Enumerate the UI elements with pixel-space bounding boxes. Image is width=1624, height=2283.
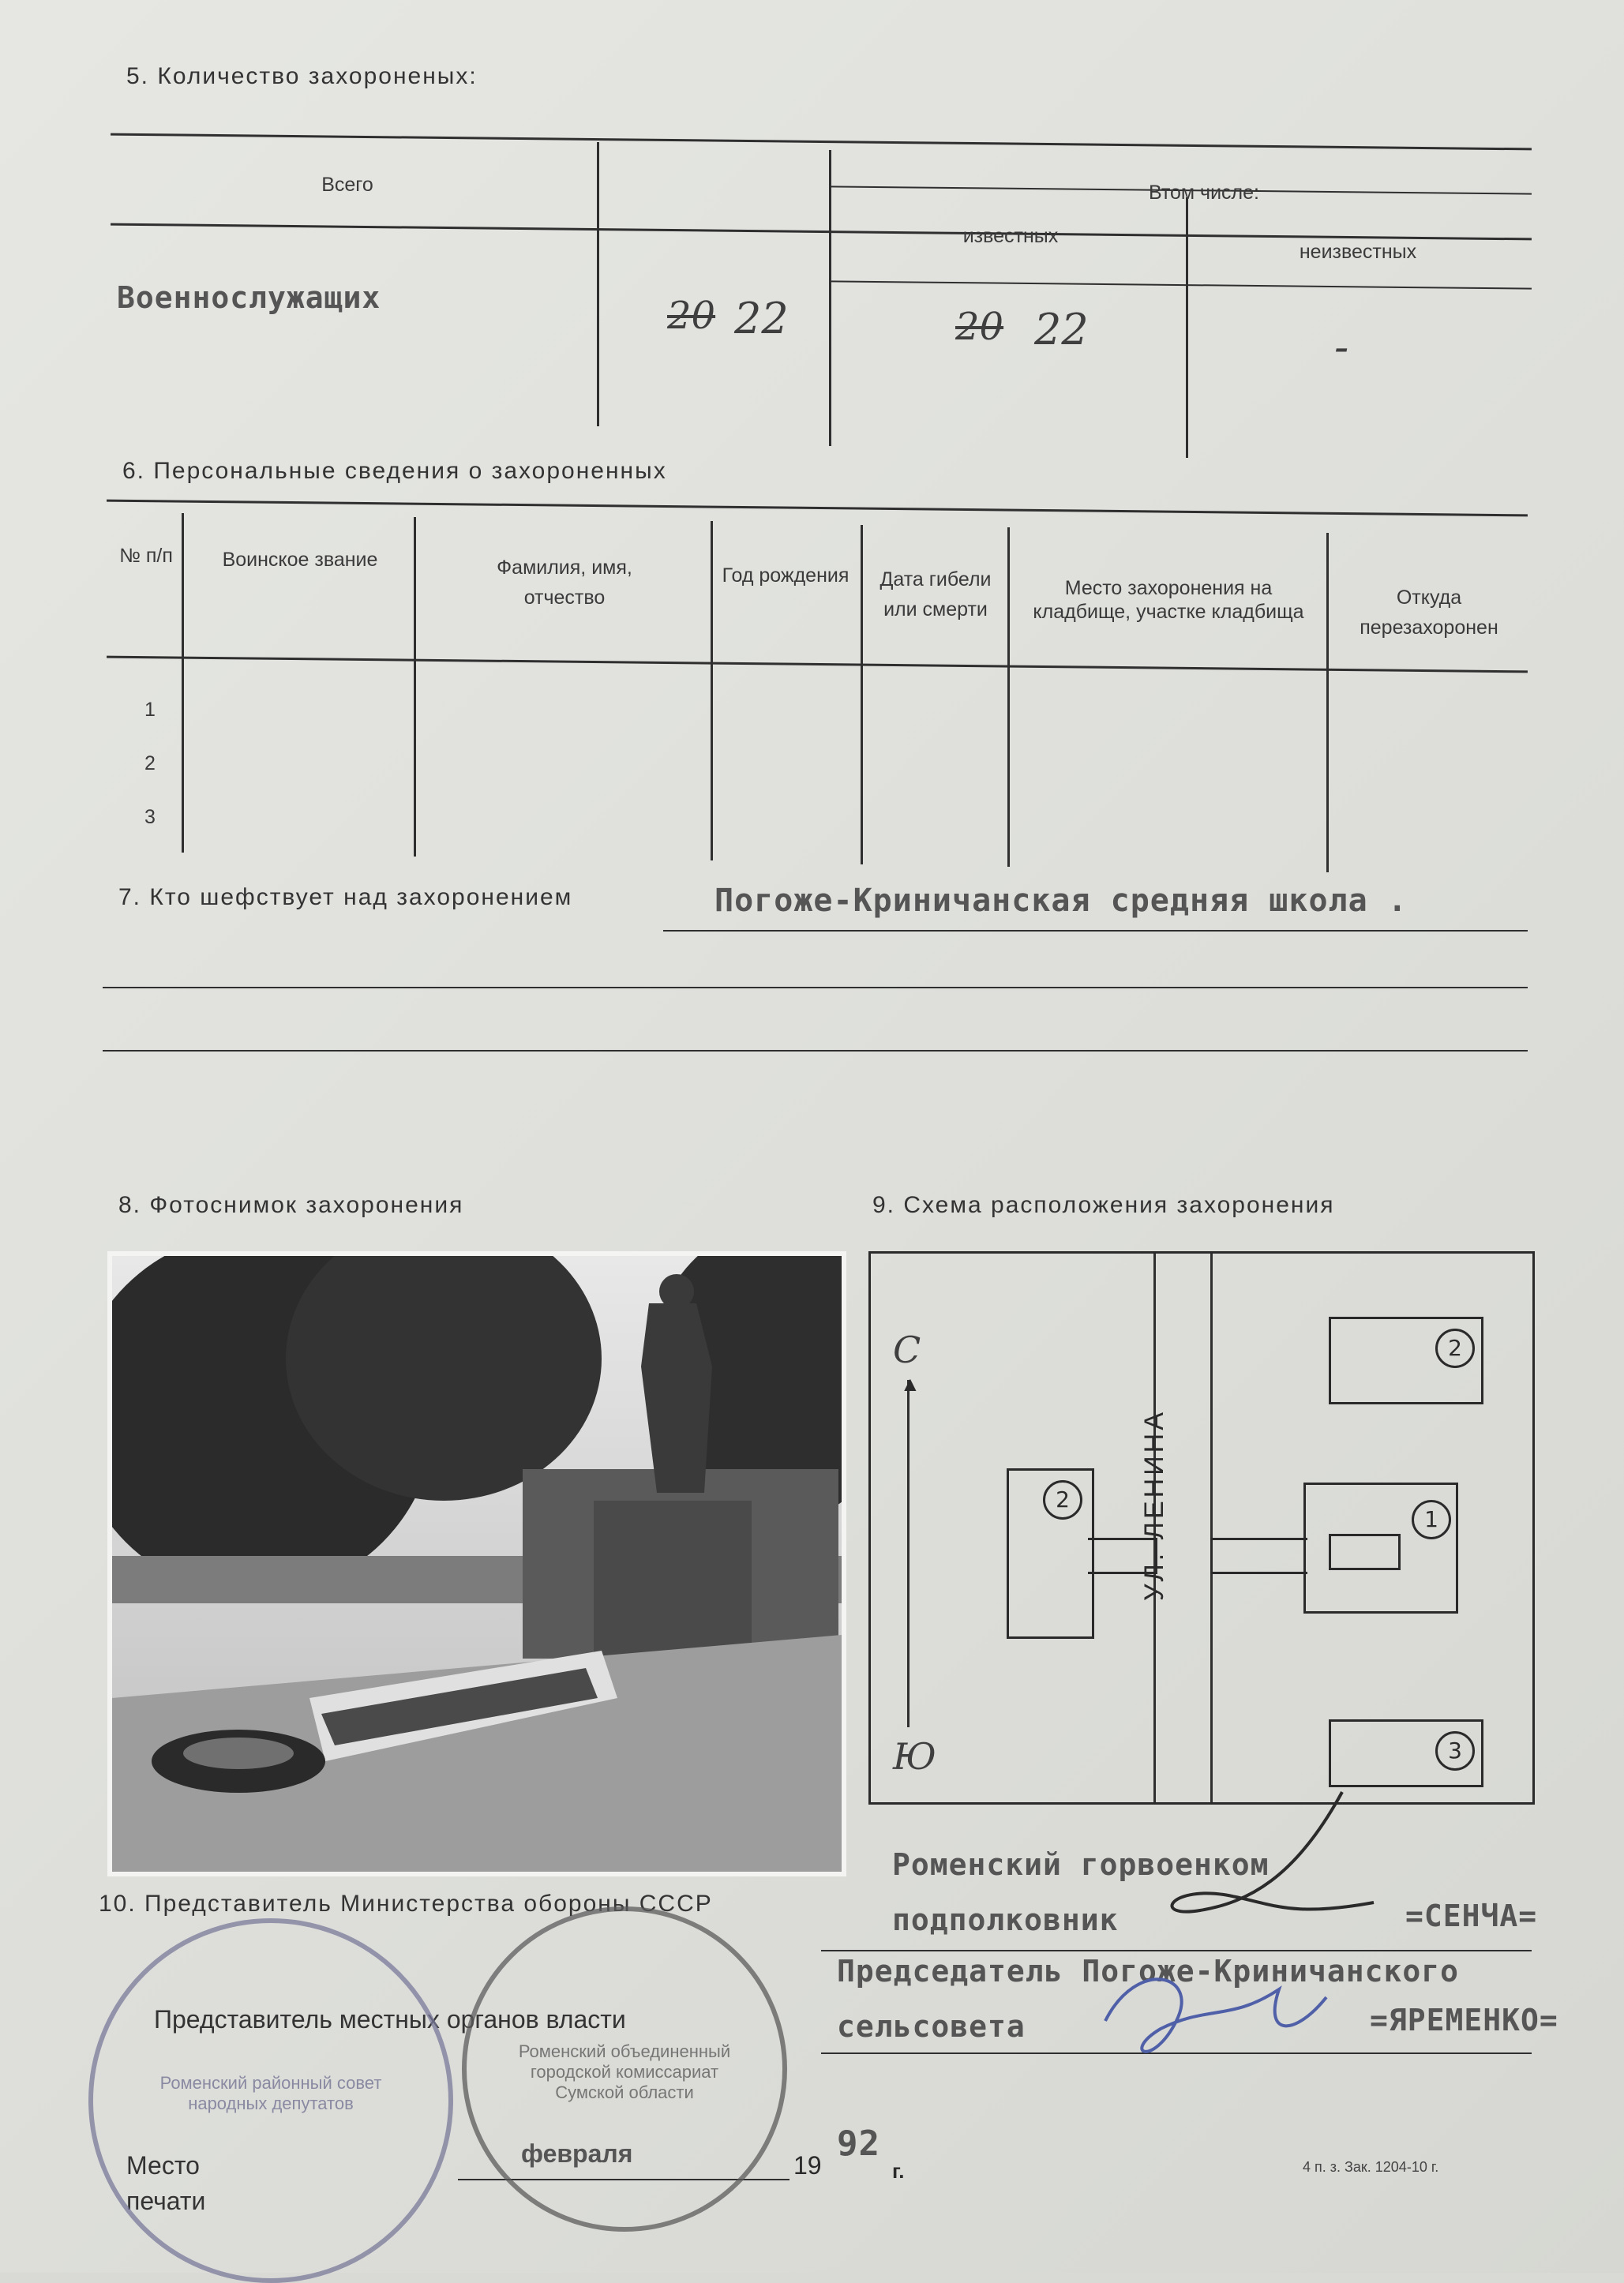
- rule: [1326, 533, 1329, 872]
- th-rank: Воинское звание: [222, 549, 378, 571]
- seal-label: печати: [126, 2187, 206, 2215]
- mil-org: Роменский горвоенком: [892, 1847, 1270, 1882]
- rule: [1007, 527, 1010, 867]
- section6-title: 6. Персональные сведения о захороненных: [122, 458, 667, 484]
- rule: [111, 133, 1532, 151]
- rule: [414, 517, 416, 857]
- patron-value: Погоже-Криничанская средняя школа .: [714, 883, 1408, 919]
- signatures: [1090, 1784, 1421, 2116]
- unknown-value: -: [1334, 322, 1349, 372]
- rule: [103, 987, 1528, 988]
- north-label: С: [893, 1329, 921, 1371]
- label-1: 1: [1412, 1500, 1451, 1539]
- year-suffix: г.: [892, 2159, 905, 2183]
- local-rep: Представитель местных органов власти: [154, 2005, 626, 2034]
- th-num: № п/п: [119, 545, 173, 567]
- path-left: [1088, 1538, 1157, 1574]
- location-scheme: [868, 1251, 1535, 1805]
- row-label: Военнослужащих: [117, 280, 381, 315]
- known-value: 22: [1034, 305, 1089, 354]
- path-right: [1210, 1538, 1307, 1574]
- chair-org: сельсовета: [837, 2009, 1026, 2044]
- date-month: февраля: [521, 2139, 633, 2168]
- section5-title: 5. Количество захороненых:: [126, 63, 478, 89]
- rule: [107, 500, 1528, 517]
- mil-rank: подполковник: [892, 1902, 1119, 1937]
- left-stamp-text: Роменский районный совет народных депутатов: [159, 2073, 382, 2113]
- chair-title: Председатель Погоже-Криничанского: [837, 1954, 1459, 1989]
- south-label: Ю: [893, 1735, 936, 1778]
- year-prefix: 19: [793, 2151, 822, 2180]
- rule: [711, 521, 713, 860]
- memorial-image: [112, 1256, 842, 1872]
- rule: [597, 142, 599, 426]
- total-struck: 20: [667, 294, 716, 338]
- arrow-up-icon: ▲: [900, 1372, 921, 1396]
- known-struck: 20: [955, 305, 1004, 349]
- year-value: 92: [837, 2124, 880, 2164]
- col-unknown: неизвестных: [1299, 241, 1417, 263]
- row-1: 1: [144, 699, 156, 721]
- rule: [861, 525, 863, 864]
- section10-title: 10. Представитель Министерства обороны СССР: [99, 1891, 713, 1917]
- label-2b: 2: [1435, 1329, 1475, 1368]
- compass-line: [907, 1380, 910, 1727]
- left-stamp: [88, 1918, 453, 2283]
- total-value: 22: [734, 294, 789, 343]
- memorial-photo: [107, 1251, 846, 1876]
- label-3: 3: [1435, 1731, 1475, 1771]
- mil-name: =СЕНЧА=: [1405, 1899, 1538, 1933]
- rule: [1186, 197, 1188, 458]
- col-known: известных: [962, 225, 1059, 247]
- th-name: Фамилия, имя, отчество: [497, 557, 632, 609]
- rule: [663, 930, 1528, 932]
- place-label: Место: [126, 2151, 200, 2180]
- print-footer: 4 п. з. Зак. 1204-10 г.: [1303, 2159, 1439, 2175]
- label-2a: 2: [1043, 1480, 1082, 1520]
- th-died: Дата гибели или смерти: [880, 568, 992, 620]
- section9-title: 9. Схема расположения захоронения: [872, 1192, 1335, 1218]
- street-label: УЛ. ЛЕНИНА: [1139, 1409, 1169, 1601]
- rule: [103, 1050, 1528, 1052]
- rule: [107, 656, 1528, 673]
- section7-title: 7. Кто шефствует над захоронением: [118, 884, 573, 910]
- rule: [829, 280, 1532, 289]
- rule: [182, 513, 184, 853]
- right-stamp: [462, 1906, 787, 2232]
- street-edge: [1210, 1254, 1213, 1802]
- section8-title: 8. Фотоснимок захоронения: [118, 1192, 464, 1218]
- col-incl: Втом числе:: [1149, 182, 1259, 204]
- row-3: 3: [144, 806, 156, 828]
- chair-name: =ЯРЕМЕНКО=: [1370, 2003, 1558, 2037]
- col-total: Всего: [321, 174, 373, 196]
- rule: [829, 150, 831, 446]
- th-from: Откуда перезахоронен: [1360, 587, 1498, 639]
- plot-1-inner: [1329, 1534, 1401, 1570]
- th-born: Год рождения: [722, 564, 850, 587]
- right-stamp-text: Роменский объединенный городской комиссариат Сумской области: [518, 2041, 731, 2102]
- row-2: 2: [144, 752, 156, 774]
- th-place: Место захоронения на кладбище, участке кладбища: [1033, 577, 1304, 623]
